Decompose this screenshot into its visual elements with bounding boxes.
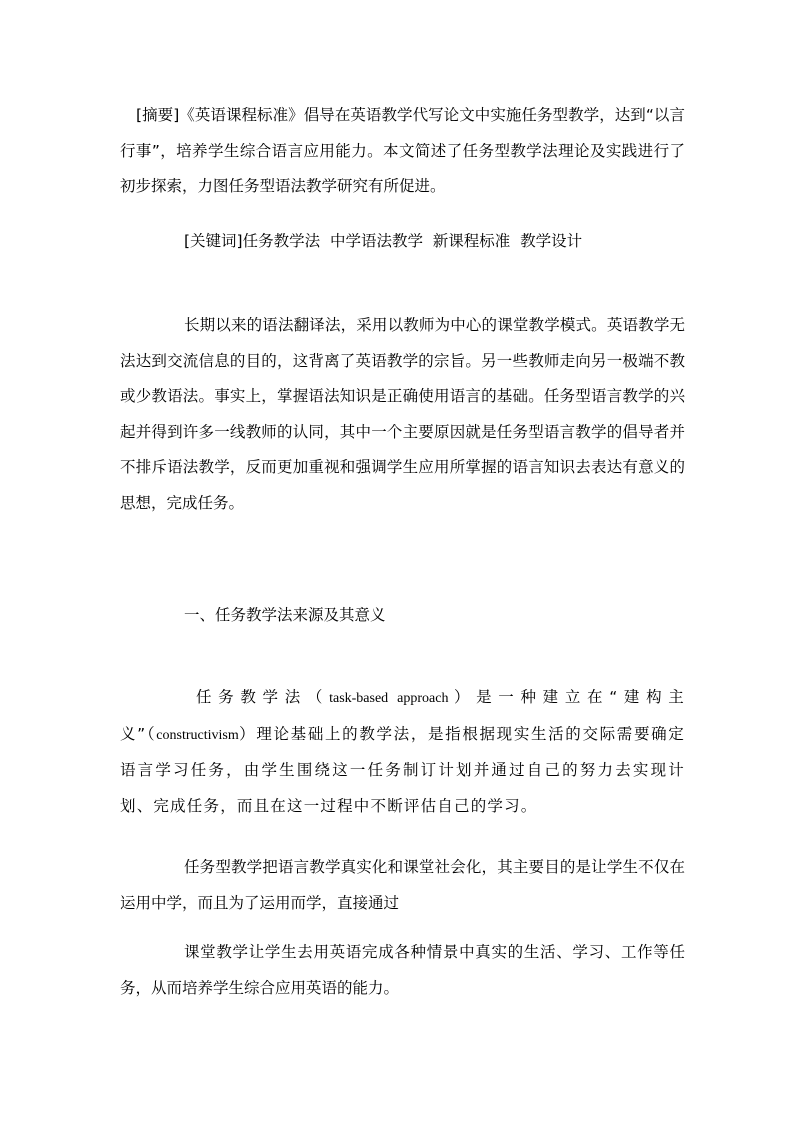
definition-text-3: ）理论基础上的教学法，是指根据现实生活的交际需要确定语言学习任务，由学生围绕这一任务制订计划并通过自己的努力去实现计划、完成任务，而且在这一过程中不断评估自己的学习。: [120, 724, 685, 815]
purpose-paragraph: 任务型教学把语言教学真实化和课堂社会化，其主要目的是让学生不仅在运用中学，而且为了运用而学，直接通过: [120, 858, 685, 912]
keywords-line: [关键词]任务教学法 中学语法教学 新课程标准 教学设计: [184, 232, 583, 250]
definition-english-term-2: constructivism: [156, 727, 239, 743]
definition-text-1: 任务教学法（: [196, 688, 330, 706]
definition-english-term-1: task-based approach: [329, 691, 449, 706]
definition-text-2: ）是一种建立在“建构主义”（: [120, 688, 685, 743]
section-heading: 一、任务教学法来源及其意义: [184, 606, 386, 624]
abstract-paragraph: [摘要]《英语课程标准》倡导在英语教学代写论文中实施任务型教学，达到“以言行事”，培养学生综合语言应用能力。本文简述了任务型教学法理论及实践进行了初步探索，力图任务型语法教学研究有所促进。: [120, 106, 685, 195]
intro-paragraph: 长期以来的语法翻译法，采用以教师为中心的课堂教学模式。英语教学无法达到交流信息的目的，这背离了英语教学的宗旨。另一些教师走向另一极端不教或少教语法。事实上，掌握语法知识是正确使用语言的基础。任务型语言教学的兴起并得到许多一线教师的认同，其中一个主要原因就是任务型语言教学的倡导者并不排斥语法教学，反而更加重视和强调学生应用所掌握的语言知识去表达有意义的思想，完成任务。: [120, 316, 685, 512]
definition-paragraph: [120, 680, 685, 824]
classroom-paragraph: 课堂教学让学生去用英语完成各种情景中真实的生活、学习、工作等任务，从而培养学生综合应用英语的能力。: [120, 943, 685, 997]
